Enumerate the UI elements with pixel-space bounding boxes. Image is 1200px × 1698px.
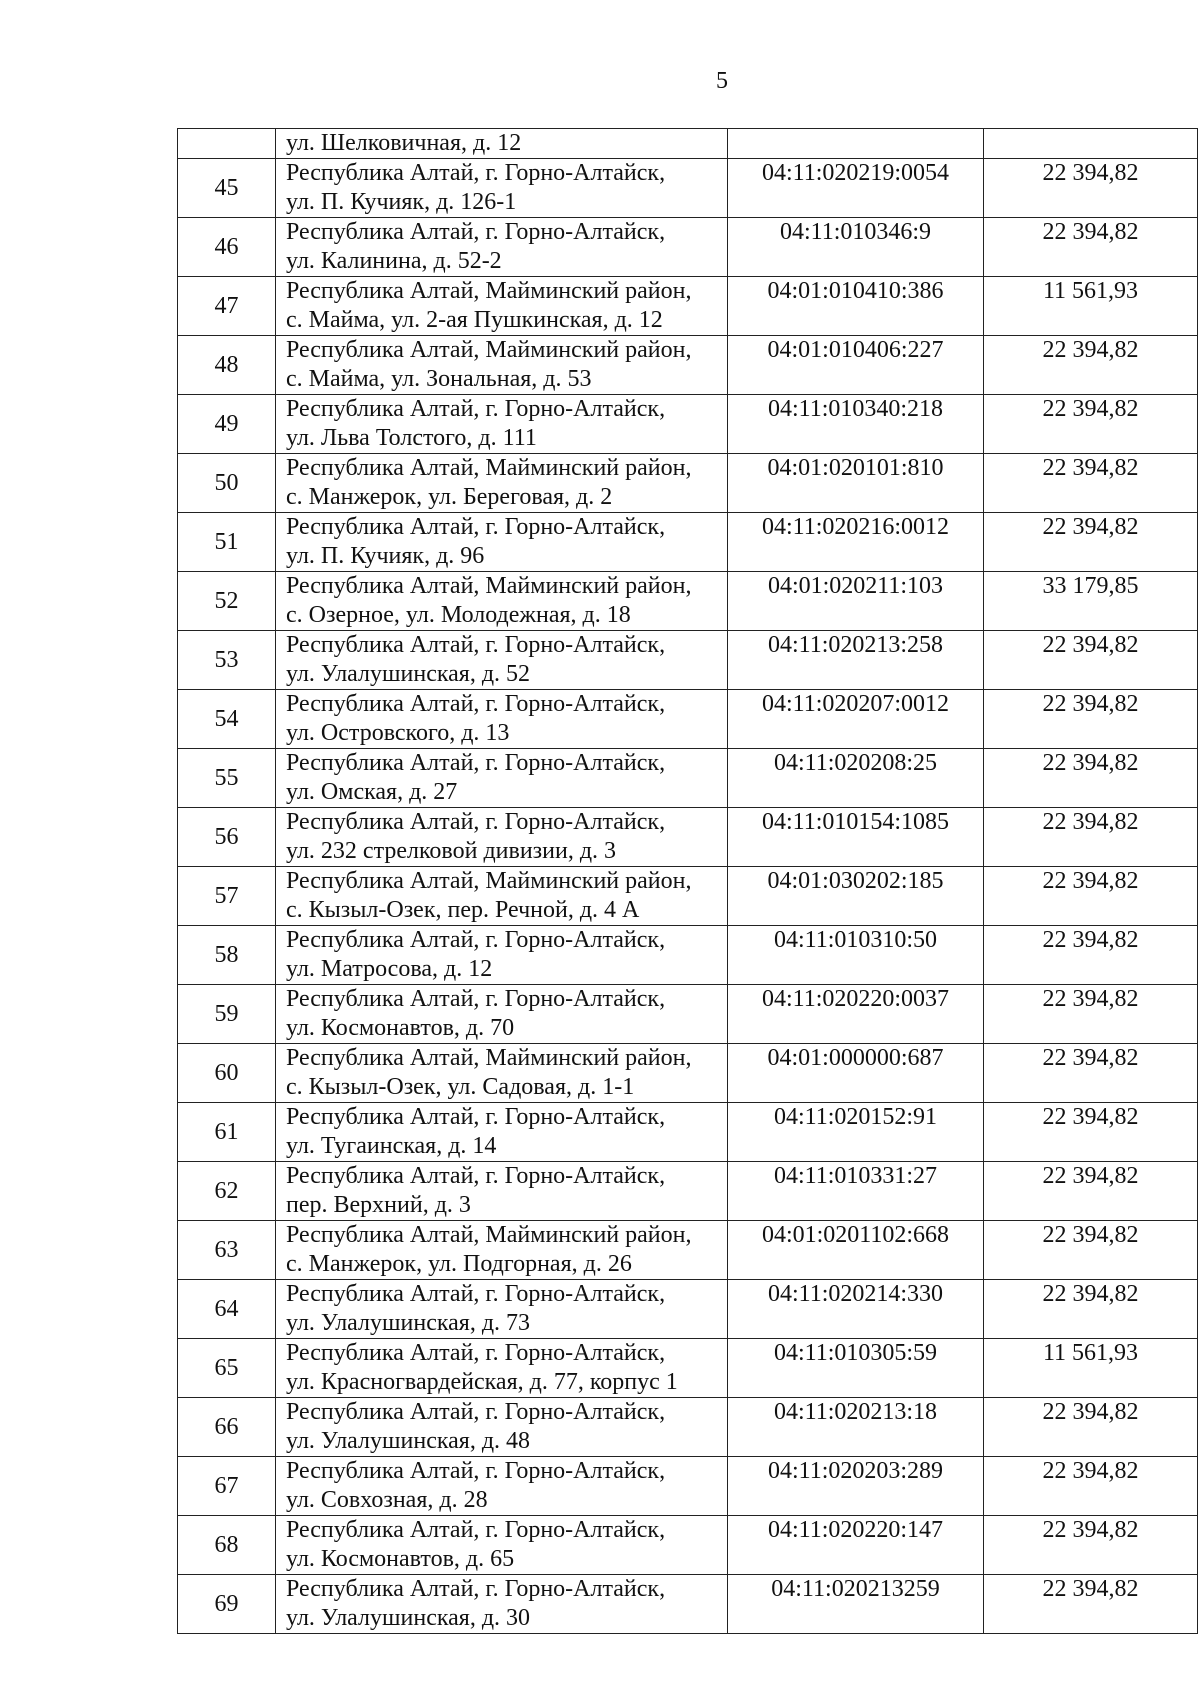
table-row [178, 1398, 1198, 1457]
row-number-cell: 63 [178, 1221, 276, 1280]
address-cell [276, 1280, 728, 1339]
address-line-1: Республика Алтай, г. Горно-Алтайск, [286, 691, 666, 717]
amount-cell: 22 394,82 [984, 1575, 1198, 1634]
amount-cell: 22 394,82 [984, 808, 1198, 867]
row-number-cell: 65 [178, 1339, 276, 1398]
address-line-1: Республика Алтай, г. Горно-Алтайск, [286, 1104, 666, 1130]
row-number-cell: 61 [178, 1103, 276, 1162]
page-number: 5 [716, 68, 728, 94]
amount-cell: 22 394,82 [984, 926, 1198, 985]
address-cell [276, 926, 728, 985]
row-number-cell: 48 [178, 336, 276, 395]
address-line-1: Республика Алтай, г. Горно-Алтайск, [286, 514, 666, 540]
address-cell [276, 513, 728, 572]
table-row [178, 277, 1198, 336]
amount-cell: 22 394,82 [984, 336, 1198, 395]
table-row [178, 1044, 1198, 1103]
row-number-cell: 49 [178, 395, 276, 454]
address-cell [276, 277, 728, 336]
address-line-1: Республика Алтай, г. Горно-Алтайск, [286, 809, 666, 835]
amount-cell: 22 394,82 [984, 1457, 1198, 1516]
address-line-1: Республика Алтай, Майминский район, [286, 573, 692, 599]
cadastral-number-cell: 04:11:020208:25 [728, 749, 984, 808]
address-line-1: Республика Алтай, г. Горно-Алтайск, [286, 1517, 666, 1543]
address-line-1: Республика Алтай, г. Горно-Алтайск, [286, 1340, 666, 1366]
cadastral-number-cell [728, 129, 984, 159]
address-cell [276, 1457, 728, 1516]
cadastral-number-cell: 04:11:010310:50 [728, 926, 984, 985]
address-cell [276, 631, 728, 690]
address-line-2: ул. Тугаинская, д. 14 [286, 1133, 497, 1159]
amount-cell: 22 394,82 [984, 159, 1198, 218]
register-table-body [178, 129, 1198, 1634]
address-line-1: Республика Алтай, Майминский район, [286, 337, 692, 363]
address-line-2: ул. 232 стрелковой дивизии, д. 3 [286, 838, 617, 864]
cadastral-number-cell: 04:11:020220:0037 [728, 985, 984, 1044]
row-number-cell: 51 [178, 513, 276, 572]
address-line-2: с. Манжерок, ул. Подгорная, д. 26 [286, 1251, 632, 1277]
row-number-cell: 57 [178, 867, 276, 926]
address-line-1: Республика Алтай, г. Горно-Алтайск, [286, 396, 666, 422]
amount-cell: 22 394,82 [984, 454, 1198, 513]
address-line-2: с. Озерное, ул. Молодежная, д. 18 [286, 602, 631, 628]
address-cell [276, 749, 728, 808]
address-line-1: Республика Алтай, Майминский район, [286, 455, 692, 481]
address-line-1: Республика Алтай, Майминский район, [286, 1045, 692, 1071]
address-line-2: ул. Космонавтов, д. 70 [286, 1015, 515, 1041]
address-line-1: Республика Алтай, г. Горно-Алтайск, [286, 632, 666, 658]
row-number-cell: 66 [178, 1398, 276, 1457]
amount-cell: 22 394,82 [984, 513, 1198, 572]
cadastral-number-cell: 04:11:020213:18 [728, 1398, 984, 1457]
amount-cell: 22 394,82 [984, 749, 1198, 808]
amount-cell: 22 394,82 [984, 1162, 1198, 1221]
cadastral-number-cell: 04:01:030202:185 [728, 867, 984, 926]
row-number-cell: 60 [178, 1044, 276, 1103]
cadastral-number-cell: 04:11:020214:330 [728, 1280, 984, 1339]
address-line-2: ул. Совхозная, д. 28 [286, 1487, 488, 1513]
cadastral-number-cell: 04:11:020203:289 [728, 1457, 984, 1516]
amount-cell: 22 394,82 [984, 631, 1198, 690]
table-row [178, 159, 1198, 218]
row-number-cell: 68 [178, 1516, 276, 1575]
amount-cell: 22 394,82 [984, 1280, 1198, 1339]
cadastral-number-cell: 04:01:020101:810 [728, 454, 984, 513]
address-cell [276, 336, 728, 395]
amount-cell: 11 561,93 [984, 1339, 1198, 1398]
address-line: ул. Шелковичная, д. 12 [286, 130, 522, 156]
table-row [178, 1162, 1198, 1221]
table-row [178, 1575, 1198, 1634]
address-line-1: Республика Алтай, г. Горно-Алтайск, [286, 927, 666, 953]
row-number-cell: 62 [178, 1162, 276, 1221]
cadastral-number-cell: 04:11:020207:0012 [728, 690, 984, 749]
row-number-cell: 59 [178, 985, 276, 1044]
table-row [178, 1457, 1198, 1516]
cadastral-number-cell: 04:11:020213:258 [728, 631, 984, 690]
amount-cell: 22 394,82 [984, 1221, 1198, 1280]
row-number-cell: 67 [178, 1457, 276, 1516]
row-number-cell: 50 [178, 454, 276, 513]
address-line-1: Республика Алтай, г. Горно-Алтайск, [286, 1163, 666, 1189]
address-cell [276, 1162, 728, 1221]
table-row [178, 749, 1198, 808]
cadastral-number-cell: 04:11:020216:0012 [728, 513, 984, 572]
cadastral-number-cell: 04:11:010346:9 [728, 218, 984, 277]
address-line-2: с. Манжерок, ул. Береговая, д. 2 [286, 484, 613, 510]
row-number-cell: 69 [178, 1575, 276, 1634]
amount-cell: 22 394,82 [984, 985, 1198, 1044]
address-line-1: Республика Алтай, г. Горно-Алтайск, [286, 1576, 666, 1602]
amount-cell: 22 394,82 [984, 867, 1198, 926]
amount-cell: 22 394,82 [984, 690, 1198, 749]
address-line-2: ул. Космонавтов, д. 65 [286, 1546, 515, 1572]
address-line-1: Республика Алтай, г. Горно-Алтайск, [286, 986, 666, 1012]
address-cell [276, 1221, 728, 1280]
cadastral-number-cell: 04:11:020220:147 [728, 1516, 984, 1575]
address-line-2: ул. П. Кучияк, д. 96 [286, 543, 485, 569]
address-cell [276, 1575, 728, 1634]
table-row [178, 1516, 1198, 1575]
row-number-cell: 58 [178, 926, 276, 985]
address-cell [276, 454, 728, 513]
table-row [178, 1339, 1198, 1398]
address-line-2: с. Кызыл-Озек, ул. Садовая, д. 1-1 [286, 1074, 635, 1100]
amount-cell: 22 394,82 [984, 1044, 1198, 1103]
amount-cell: 33 179,85 [984, 572, 1198, 631]
amount-cell [984, 129, 1198, 159]
address-line-1: Республика Алтай, г. Горно-Алтайск, [286, 1399, 666, 1425]
address-line-1: Республика Алтай, Майминский район, [286, 1222, 692, 1248]
amount-cell: 22 394,82 [984, 1398, 1198, 1457]
address-cell [276, 1398, 728, 1457]
table-row [178, 1221, 1198, 1280]
address-line-2: ул. Улалушинская, д. 48 [286, 1428, 531, 1454]
row-number-cell: 56 [178, 808, 276, 867]
address-line-2: ул. Матросова, д. 12 [286, 956, 493, 982]
table-row [178, 454, 1198, 513]
address-line-2: с. Майма, ул. 2-ая Пушкинская, д. 12 [286, 307, 663, 333]
address-line-2: пер. Верхний, д. 3 [286, 1192, 471, 1218]
address-line-2: ул. Омская, д. 27 [286, 779, 458, 805]
address-line-1: Республика Алтай, г. Горно-Алтайск, [286, 160, 666, 186]
address-line-2: ул. Калинина, д. 52-2 [286, 248, 502, 274]
address-cell [276, 867, 728, 926]
table-row [178, 336, 1198, 395]
address-line-2: ул. Улалушинская, д. 30 [286, 1605, 531, 1631]
cadastral-number-cell: 04:01:0201102:668 [728, 1221, 984, 1280]
amount-cell: 22 394,82 [984, 1103, 1198, 1162]
table-row [178, 218, 1198, 277]
address-cell [276, 159, 728, 218]
address-line-2: ул. Улалушинская, д. 73 [286, 1310, 531, 1336]
address-line-2: с. Кызыл-Озек, пер. Речной, д. 4 А [286, 897, 640, 923]
address-line-2: с. Майма, ул. Зональная, д. 53 [286, 366, 592, 392]
table-row [178, 1103, 1198, 1162]
address-line-2: ул. Островского, д. 13 [286, 720, 510, 746]
address-line-1: Республика Алтай, г. Горно-Алтайск, [286, 1458, 666, 1484]
table-row [178, 631, 1198, 690]
address-cell [276, 1103, 728, 1162]
address-cell [276, 129, 728, 159]
row-number-cell: 52 [178, 572, 276, 631]
row-number-cell: 54 [178, 690, 276, 749]
amount-cell: 22 394,82 [984, 218, 1198, 277]
table-row-continued [178, 129, 1198, 159]
table-row [178, 513, 1198, 572]
table-row [178, 985, 1198, 1044]
address-cell [276, 1516, 728, 1575]
cadastral-number-cell: 04:11:010154:1085 [728, 808, 984, 867]
address-line-2: ул. Красногвардейская, д. 77, корпус 1 [286, 1369, 678, 1395]
table-row [178, 572, 1198, 631]
address-line-2: ул. Улалушинская, д. 52 [286, 661, 531, 687]
table-row [178, 690, 1198, 749]
address-line-1: Республика Алтай, г. Горно-Алтайск, [286, 1281, 666, 1307]
cadastral-number-cell: 04:11:010340:218 [728, 395, 984, 454]
row-number-cell: 46 [178, 218, 276, 277]
table-row [178, 926, 1198, 985]
row-number-cell: 47 [178, 277, 276, 336]
address-cell [276, 218, 728, 277]
address-cell [276, 808, 728, 867]
table-row [178, 808, 1198, 867]
cadastral-number-cell: 04:11:020152:91 [728, 1103, 984, 1162]
cadastral-number-cell: 04:11:020213259 [728, 1575, 984, 1634]
address-line-1: Республика Алтай, Майминский район, [286, 868, 692, 894]
address-cell [276, 395, 728, 454]
table-row [178, 867, 1198, 926]
address-line-2: ул. Льва Толстого, д. 111 [286, 425, 537, 451]
address-line-1: Республика Алтай, г. Горно-Алтайск, [286, 750, 666, 776]
table-row [178, 395, 1198, 454]
row-number-cell: 55 [178, 749, 276, 808]
amount-cell: 11 561,93 [984, 277, 1198, 336]
cadastral-number-cell: 04:11:020219:0054 [728, 159, 984, 218]
amount-cell: 22 394,82 [984, 1516, 1198, 1575]
address-line-1: Республика Алтай, Майминский район, [286, 278, 692, 304]
cadastral-number-cell: 04:11:010331:27 [728, 1162, 984, 1221]
row-number-cell [178, 129, 276, 159]
amount-cell: 22 394,82 [984, 395, 1198, 454]
address-line-2: ул. П. Кучияк, д. 126-1 [286, 189, 517, 215]
property-register-table [177, 128, 1198, 1634]
cadastral-number-cell: 04:11:010305:59 [728, 1339, 984, 1398]
row-number-cell: 45 [178, 159, 276, 218]
address-cell [276, 985, 728, 1044]
table-row [178, 1280, 1198, 1339]
address-line-1: Республика Алтай, г. Горно-Алтайск, [286, 219, 666, 245]
address-cell [276, 572, 728, 631]
address-cell [276, 1044, 728, 1103]
address-cell [276, 690, 728, 749]
cadastral-number-cell: 04:01:000000:687 [728, 1044, 984, 1103]
row-number-cell: 64 [178, 1280, 276, 1339]
cadastral-number-cell: 04:01:010406:227 [728, 336, 984, 395]
row-number-cell: 53 [178, 631, 276, 690]
cadastral-number-cell: 04:01:020211:103 [728, 572, 984, 631]
cadastral-number-cell: 04:01:010410:386 [728, 277, 984, 336]
address-cell [276, 1339, 728, 1398]
